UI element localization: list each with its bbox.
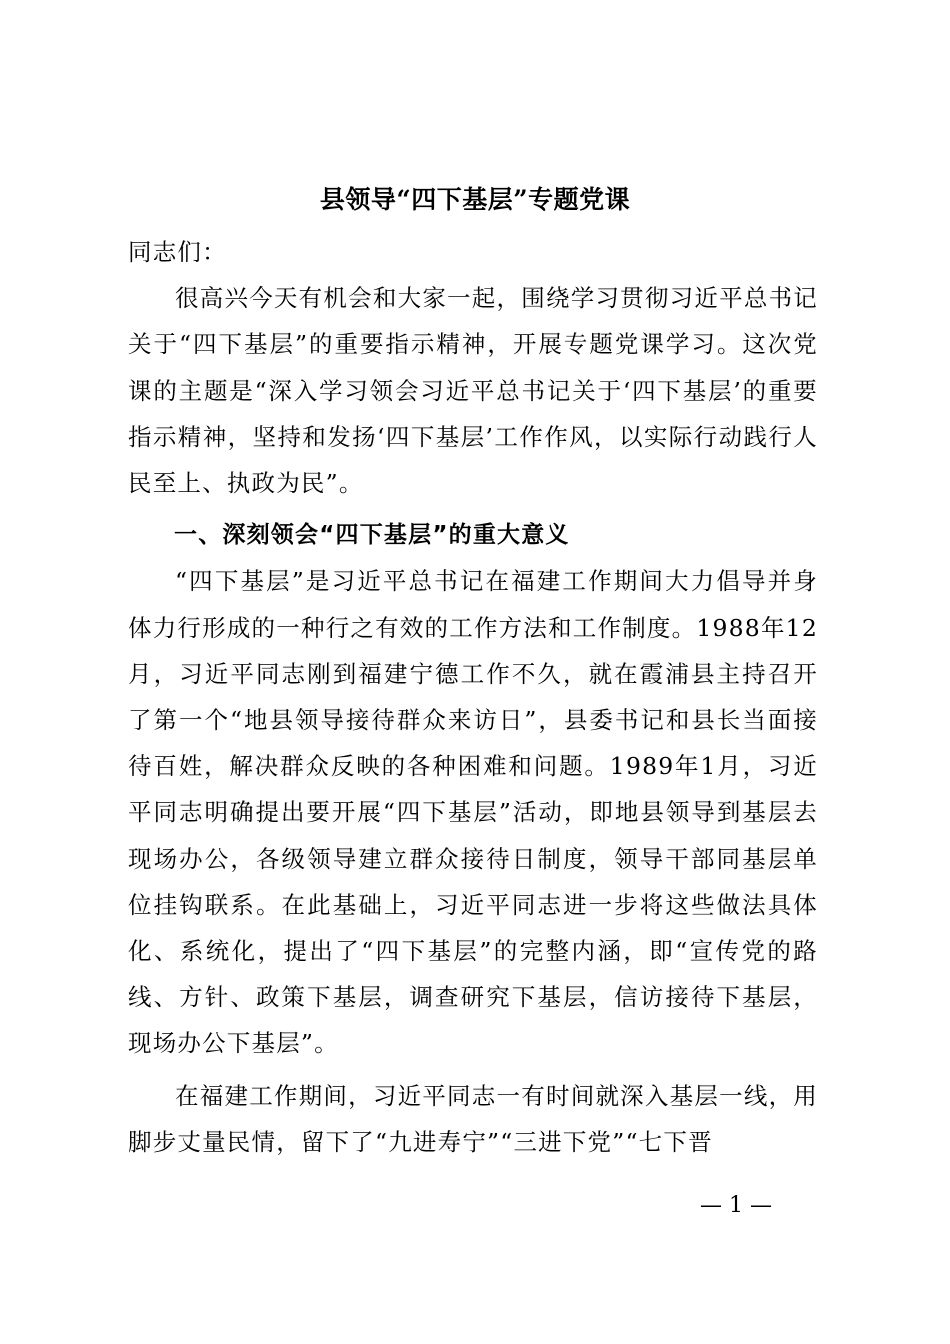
salutation: 同志们： — [128, 238, 227, 266]
section-1-paragraph-2: 在福建工作期间，习近平同志一有时间就深入基层一线，用脚步丈量民情，留下了“九进寿宁”“三进下党”“七下晋 — [128, 1081, 818, 1156]
document-body — [128, 229, 818, 1165]
intro-paragraph: 很高兴今天有机会和大家一起，围绕学习贯彻习近平总书记关于“四下基层”的重要指示精神，开展专题党课学习。这次党课的主题是“深入学习领会习近平总书记关于‘四下基层’的重要指示精神，坚持和发扬‘四下基层’工作作风，以实际行动践行人民至上、执政为民”。 — [128, 284, 818, 498]
section-1-paragraph-1: “四下基层”是习近平总书记在福建工作期间大力倡导并身体力行形成的一种行之有效的工作方法和工作制度。1988年12月，习近平同志刚到福建宁德工作不久，就在霞浦县主持召开了第一个“地县领导接待群众来访日”，县委书记和县长当面接待百姓，解决群众反映的各种困难和问题。1989年1月，习近平同志明确提出要开展“四下基层”活动，即地县领导到基层去现场办公，各级领导建立群众接待日制度，领导干部同基层单位挂钩联系。在此基础上，习近平同志进一步将这些做法具体化、系统化，提出了“四下基层”的完整内涵，即“宣传党的路线、方针、政策下基层，调查研究下基层，信访接待下基层，现场办公下基层”。 — [128, 567, 818, 1058]
document-title: 县领导“四下基层”专题党课 — [319, 185, 631, 214]
section-1-heading: 一、深刻领会“四下基层”的重大意义 — [174, 522, 570, 549]
page-number: — 1 — — [700, 1193, 772, 1218]
